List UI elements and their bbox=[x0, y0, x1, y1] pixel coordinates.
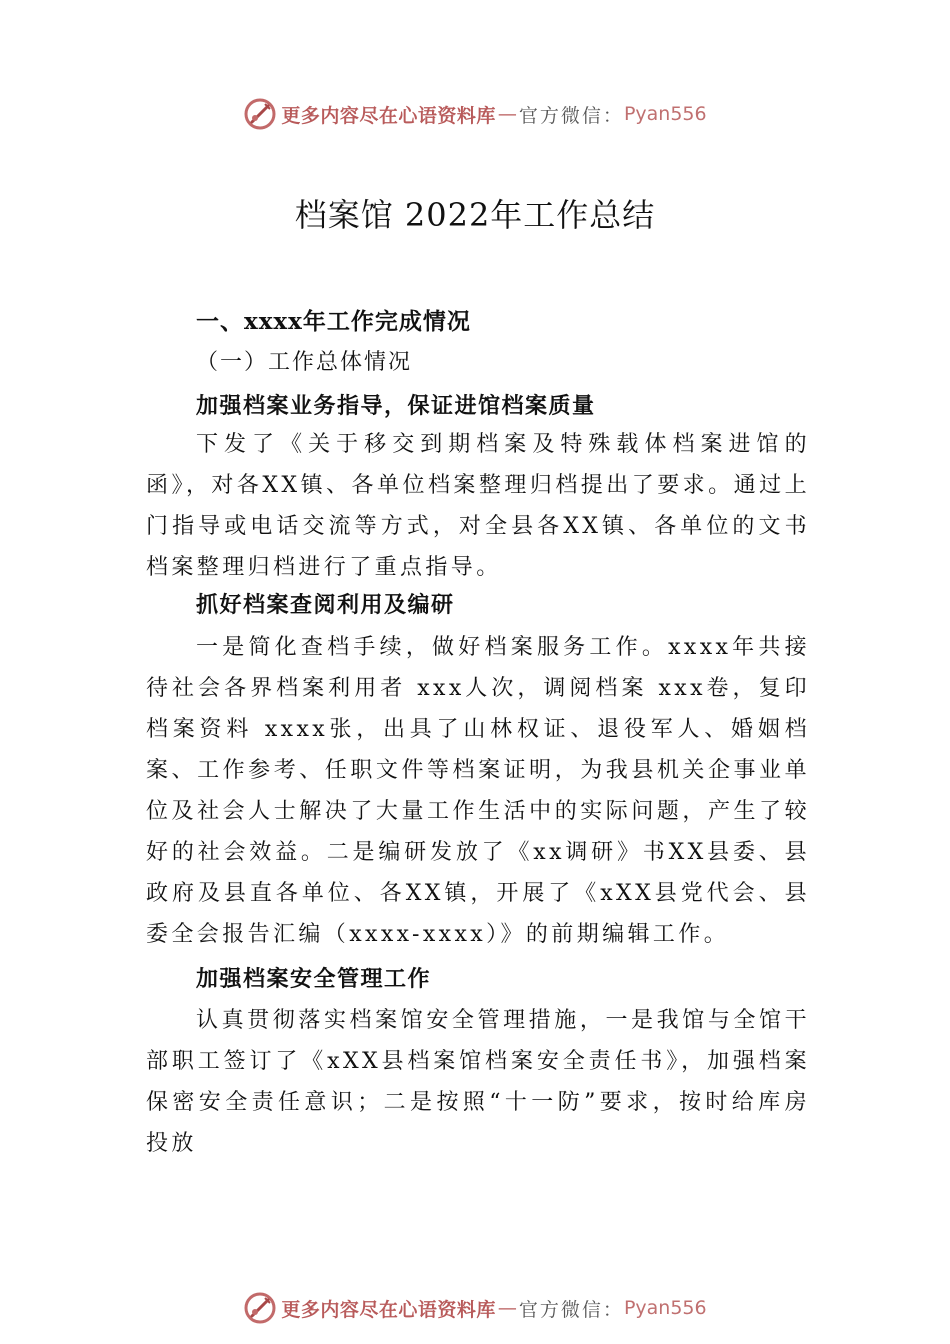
footer-banner bbox=[0, 1290, 950, 1326]
banner-library-text: 更多内容尽在心语资料库 bbox=[281, 1298, 496, 1321]
banner-wechat-id: Pyan556 bbox=[623, 103, 707, 125]
block-heading-security: 加强档案安全管理工作 bbox=[196, 966, 432, 992]
banner-wechat-id: Pyan556 bbox=[623, 1297, 707, 1319]
block-paragraph-security: 认真贯彻落实档案馆安全管理措施，一是我馆与全馆干部职工签订了《xXX县档案馆档案安全责任书》，加强档案保密安全责任意识；二是按照“十一防”要求，按时给库房投放 bbox=[146, 1008, 810, 1156]
banner-wechat-label: 官方微信： bbox=[518, 1298, 624, 1321]
banner-dash: — bbox=[497, 1297, 517, 1319]
block-heading-access: 抓好档案查阅利用及编研 bbox=[196, 592, 455, 618]
pen-seal-icon bbox=[243, 97, 277, 131]
block-heading-guidance: 加强档案业务指导，保证进馆档案质量 bbox=[196, 393, 596, 419]
header-banner bbox=[0, 96, 950, 132]
block-paragraph-access: 一是简化查档手续，做好档案服务工作。xxxx年共接待社会各界档案利用者 xxx人次，调阅档案 xxx卷，复印档案资料 xxxx张，出具了山林权证、退役军人、婚姻档案、工作参考、任职文件等档案证明，为我县机关企事业单位及社会人士解决了大量工作生活中的实际问题，产生了较好的社会效益。二是编研发放了《xx调研》书XX县委、县政府及县直各单位、各XX镇，开展了《xXX县党代会、县委全会报告汇编（xxxx-xxxx）》的前期编辑工作。 bbox=[146, 635, 810, 947]
block-paragraph-guidance: 下发了《关于移交到期档案及特殊载体档案进馆的函》，对各XX镇、各单位档案整理归档提出了要求。通过上门指导或电话交流等方式，对全县各XX镇、各单位的文书档案整理归档进行了重点指导。 bbox=[146, 432, 810, 580]
section-heading: 一、xxxx年工作完成情况 bbox=[196, 308, 471, 335]
page-title: 档案馆 2022年工作总结 bbox=[294, 196, 656, 234]
banner-library-text: 更多内容尽在心语资料库 bbox=[281, 104, 496, 127]
subsection-heading: （一）工作总体情况 bbox=[196, 350, 413, 375]
pen-seal-icon bbox=[243, 1291, 277, 1325]
banner-dash: — bbox=[497, 103, 517, 125]
banner-wechat-label: 官方微信： bbox=[518, 104, 624, 127]
